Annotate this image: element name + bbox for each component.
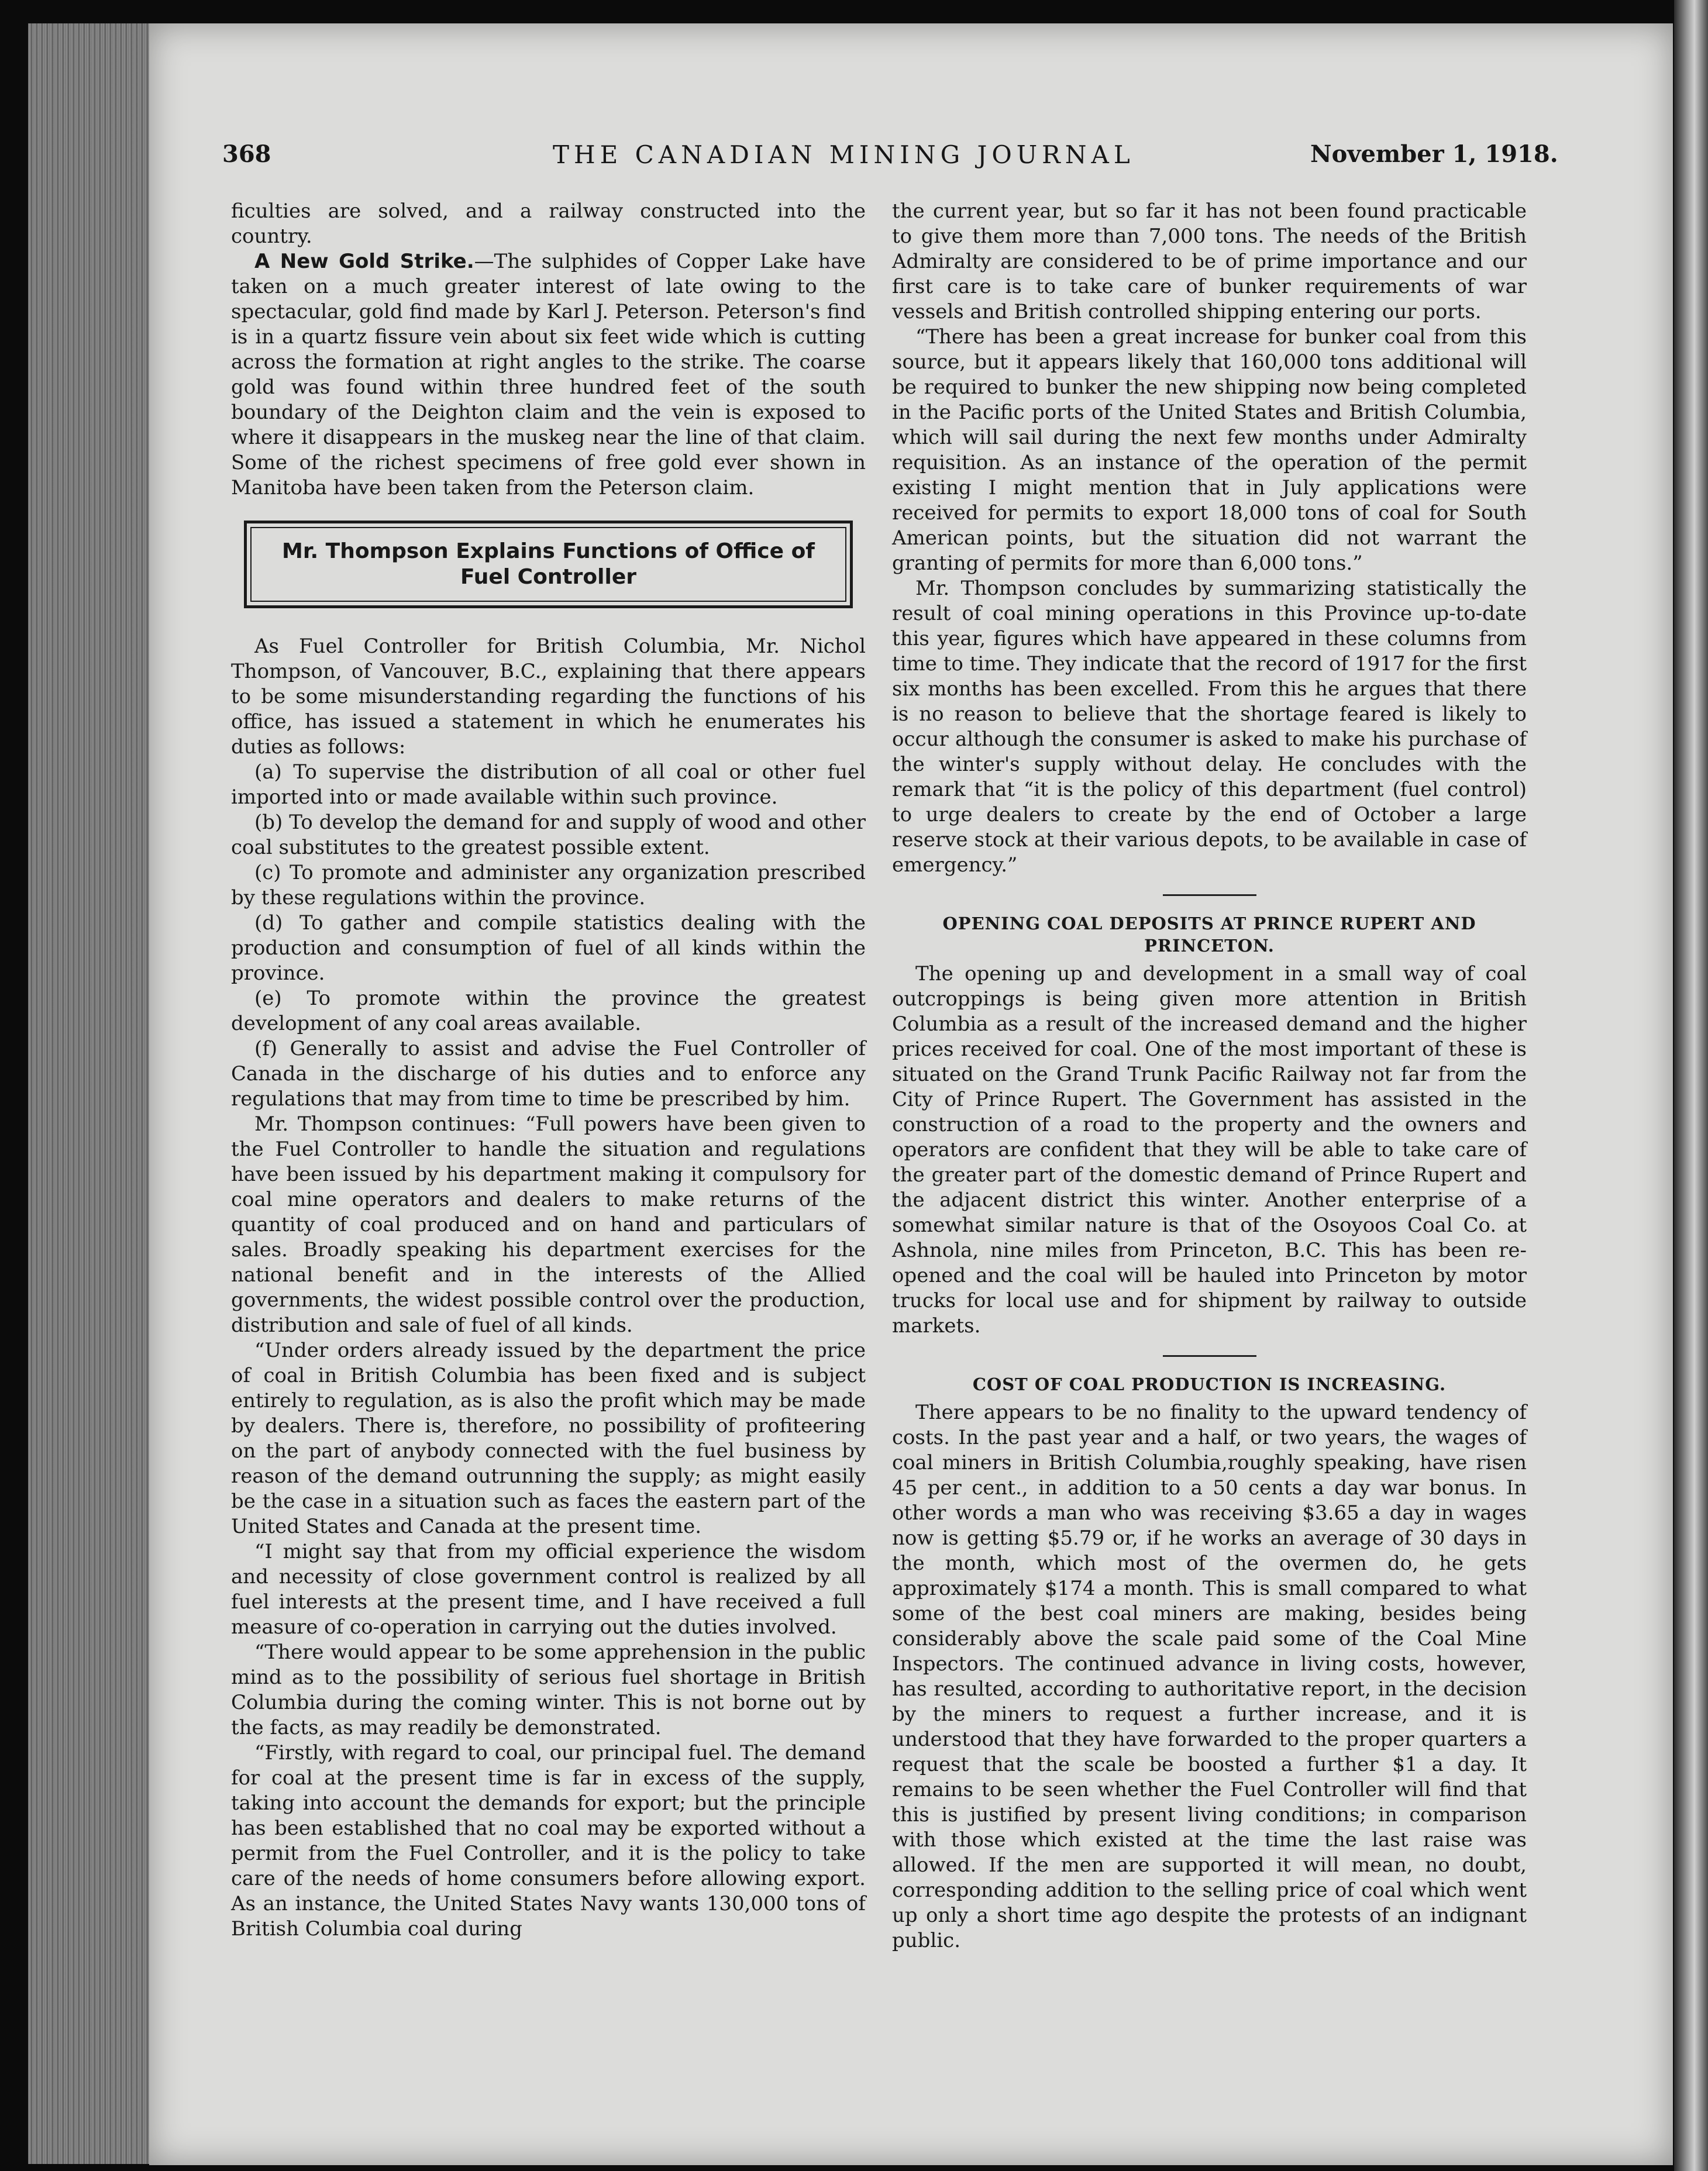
journal-title: THE CANADIAN MINING JOURNAL [553, 140, 1135, 169]
article-paragraph: “Under orders already issued by the department the price of coal in British Columbia has been fixed and is subject entirely to regulation, as is also the profit which may be made by dealers. There is, therefore, no possibility of profiteering on the part of anybody connected with the fuel business by reason of the demand outrunning the supply; as might easily be the case in a situation such as faces the eastern part of the United States and Canada at the present time. [231, 1339, 866, 1538]
gold-strike-runin-heading: A New Gold Strike. [254, 250, 474, 273]
journal-page [149, 23, 1673, 2165]
gold-strike-paragraph [231, 249, 866, 501]
duty-item-a: (a) To supervise the distribution of all coal or other fuel imported into or made available within such province. [231, 760, 866, 809]
article-paragraph: Mr. Thompson continues: “Full powers have been given to the Fuel Controller to handle the situation and regulations have been issued by his department making it compulsory for coal mine operators and dealers to make returns of the quantity of coal produced and on hand and particulars of sales. Broadly speaking his department exercises for the national benefit and in the interests of the Allied governments, the widest possible control over the production, distribution and sale of fuel of all kinds. [231, 1112, 866, 1337]
article-paragraph: “There would appear to be some apprehension in the public mind as to the possibility of serious fuel shortage in British Columbia during the coming winter. This is not borne out by the facts, as may readily be demonstrated. [231, 1641, 866, 1739]
duty-item-f: (f) Generally to assist and advise the Fuel Controller of Canada in the discharge of his duties and to enforce any regulations that may from time to time be prescribed by him. [231, 1037, 866, 1111]
article-paragraph: “I might say that from my official experience the wisdom and necessity of close government control is realized by all fuel interests at the present time, and I have received a full measure of co-operation in carrying out the duties involved. [231, 1540, 866, 1639]
gold-strike-text: —The sulphides of Copper Lake have taken on a much greater interest of late owing to the spectacular, gold find made by Karl J. Peterson. Peterson's find is in a quartz fissure vein about six feet wide which is cutting across the formation at right angles to the strike. The coarse gold was found within three hundred feet of the south boundary of the Deighton claim and the vein is exposed to where it disappears in the muskeg near the line of that claim. Some of the richest specimens of free gold ever shown in Manitoba have been taken from the Peterson claim. [231, 250, 866, 499]
article-heading-text: Mr. Thompson Explains Functions of Office of Fuel Controller [250, 527, 846, 602]
article-paragraph: “There has been a great increase for bunker coal from this source, but it appears likely that 160,000 tons additional will be required to bunker the new shipping now being completed in the Pacific ports of the United States and British Columbia, which will sail during the next few months under Admiralty requisition. As an instance of the operation of the permit existing I might mention that in July applications were received for permits to export 18,000 tons of coal for South American points, but the situation did not warrant the granting of permits for more than 6,000 tons.” [892, 325, 1527, 575]
duty-item-c: (c) To promote and administer any organization prescribed by these regulations within the province. [231, 861, 866, 909]
issue-date: November 1, 1918. [1310, 140, 1558, 168]
duty-item-b: (b) To develop the demand for and supply of wood and other coal substitutes to the greatest possible extent. [231, 811, 866, 859]
book-page-edges [28, 23, 168, 2164]
boxed-article-heading [244, 521, 853, 608]
article-paragraph: “Firstly, with regard to coal, our principal fuel. The demand for coal at the present time is far in excess of the supply, taking into account the demands for export; but the principle has been established that no coal may be exported without a permit from the Fuel Controller, and it is the policy to take care of the needs of home consumers before allowing export. As an instance, the United States Navy wants 130,000 tons of British Columbia coal during [231, 1741, 866, 1941]
duty-item-d: (d) To gather and compile statistics dealing with the production and consumption of fuel of all kinds within the province. [231, 911, 866, 985]
section-heading-coal-cost: COST OF COAL PRODUCTION IS INCREASING. [972, 1374, 1447, 1394]
article-paragraph: Mr. Thompson concludes by summarizing statistically the result of coal mining operations in this Province up-to-date this year, figures which have appeared in these columns from time to time. They indicate that the record of 1917 for the first six months has been excelled. From this he argues that there is no reason to believe that the shortage feared is likely to occur although the consumer is asked to make his purchase of the winter's supply without delay. He concludes with the remark that “it is the policy of this department (fuel control) to urge dealers to create by the end of October a large reserve stock at their various depots, to be available in case of emergency.” [892, 577, 1527, 877]
right-column [892, 199, 1527, 1953]
section-heading-coal-deposits: OPENING COAL DEPOSITS AT PRINCE RUPERT AND PRINCETON. [942, 914, 1476, 956]
continued-paragraph: ficulties are solved, and a railway constructed into the country. [231, 199, 866, 248]
section-divider [1163, 1355, 1256, 1357]
duty-item-e: (e) To promote within the province the greatest development of any coal areas available. [231, 987, 866, 1035]
running-header [149, 140, 1673, 175]
article-paragraph: The opening up and development in a small way of coal outcroppings is being given more attention in British Columbia as a result of the increased demand and the higher prices received for coal. One of the most important of these is situated on the Grand Trunk Pacific Railway not far from the City of Prince Rupert. The Government has assisted in the construction of a road to the property and the owners and operators are confident that they will be able to take care of the greater part of the domestic demand of Prince Rupert and the adjacent district this winter. Another enterprise of a somewhat similar nature is that of the Osoyoos Coal Co. at Ashnola, nine miles from Princeton, B.C. This has been re-opened and the coal will be hauled into Princeton by motor trucks for local use and for shipment by railway to outside markets. [892, 962, 1527, 1338]
page-number: 368 [222, 140, 271, 168]
left-column [231, 199, 866, 1942]
article-paragraph: There appears to be no finality to the upward tendency of costs. In the past year and a half, or two years, the wages of coal miners in British Columbia,roughly speaking, have risen 45 per cent., in addition to a 50 cents a day war bonus. In other words a man who was receiving $3.65 a day in wages now is getting $5.79 or, if he works an average of 30 days in the month, which most of the overmen do, he gets approximately $174 a month. This is small compared to what some of the best coal miners are making, besides being considerably above the scale paid some of the Coal Mine Inspectors. The continued advance in living costs, however, has resulted, according to authoritative report, in the decision by the miners to request a further increase, and it is understood that they have forwarded to the proper quarters a request that the scale be boosted a further $1 a day. It remains to be seen whether the Fuel Controller will find that this is justified by present living conditions; in comparison with those which existed at the time the last raise was allowed. If the men are supported it will mean, no doubt, corresponding addition to the selling price of coal which went up only a short time ago despite the protests of an indignant public. [892, 1401, 1527, 1952]
facing-page-edge [1674, 0, 1708, 2171]
article-paragraph: As Fuel Controller for British Columbia, Mr. Nichol Thompson, of Vancouver, B.C., explaining that there appears to be some misunderstanding regarding the functions of his office, has issued a statement in which he enumerates his duties as follows: [231, 635, 866, 759]
article-paragraph: the current year, but so far it has not been found practicable to give them more than 7,000 tons. The needs of the British Admiralty are considered to be of prime importance and our first care is to take care of bunker requirements of war vessels and British controlled shipping entering our ports. [892, 199, 1527, 323]
section-divider [1163, 894, 1256, 896]
